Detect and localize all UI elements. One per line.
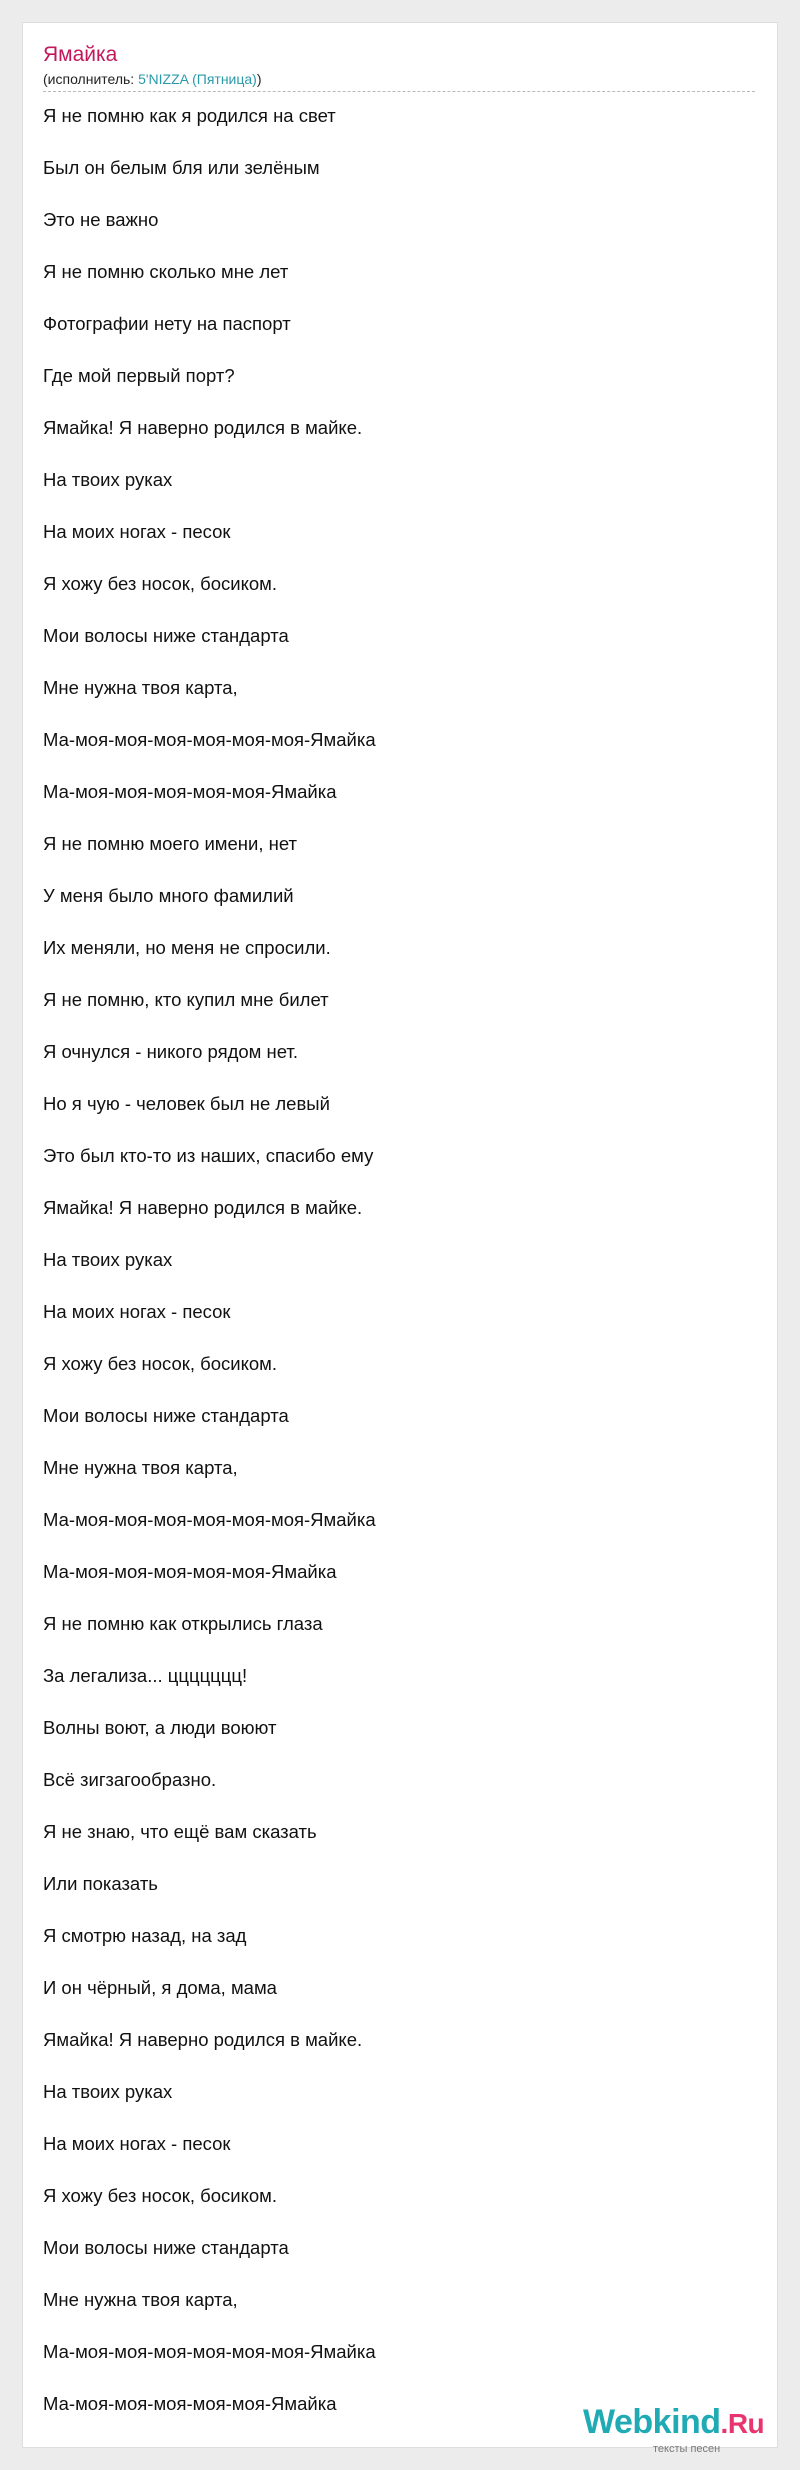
lyric-line: Это не важно xyxy=(43,209,159,230)
lyric-line: Всё зигзагообразно. xyxy=(43,1769,217,1790)
lyric-line: Ма-моя-моя-моя-моя-моя-Ямайка xyxy=(43,781,337,802)
lyric-line: Волны воют, а люди воюют xyxy=(43,1717,277,1738)
lyric-line: Мои волосы ниже стандарта xyxy=(43,1405,289,1426)
lyric-line: Ма-моя-моя-моя-моя-моя-моя-Ямайка xyxy=(43,2341,376,2362)
logo-tagline: тексты песен xyxy=(653,2443,721,2455)
lyric-line: Мне нужна твоя карта, xyxy=(43,677,238,698)
logo-tld: .Ru xyxy=(720,2408,765,2439)
lyric-line: Но я чую - человек был не левый xyxy=(43,1093,330,1114)
lyric-line: Ямайка! Я наверно родился в майке. xyxy=(43,1197,363,1218)
lyric-line: Я хожу без носок, босиком. xyxy=(43,573,278,594)
lyric-line: Фотографии нету на паспорт xyxy=(43,313,291,334)
lyric-line: Ма-моя-моя-моя-моя-моя-Ямайка xyxy=(43,1561,337,1582)
lyric-line: Я очнулся - никого рядом нет. xyxy=(43,1041,298,1062)
lyric-line: На твоих руках xyxy=(43,469,173,490)
lyric-line: Ма-моя-моя-моя-моя-моя-моя-Ямайка xyxy=(43,729,376,750)
lyric-line: Я не помню как я родился на свет xyxy=(43,105,336,126)
lyric-line: На твоих руках xyxy=(43,1249,173,1270)
lyric-line: На твоих руках xyxy=(43,2081,173,2102)
lyric-line: За легализа... ццццццц! xyxy=(43,1665,248,1686)
lyrics-list xyxy=(43,105,376,2445)
lyric-line: Мне нужна твоя карта, xyxy=(43,1457,238,1478)
lyric-line: Был он белым бля или зелёным xyxy=(43,157,320,178)
artist-line xyxy=(43,71,262,87)
lyric-line: Ма-моя-моя-моя-моя-моя-моя-Ямайка xyxy=(43,1509,376,1530)
lyric-line: Я смотрю назад, на зад xyxy=(43,1925,247,1946)
lyric-line: Я хожу без носок, босиком. xyxy=(43,2185,278,2206)
logo-wordmark xyxy=(583,2403,764,2442)
lyric-line: На моих ногах - песок xyxy=(43,1301,231,1322)
lyric-line: Я не помню сколько мне лет xyxy=(43,261,289,282)
lyric-line: На моих ногах - песок xyxy=(43,521,231,542)
lyric-line: Я не знаю, что ещё вам сказать xyxy=(43,1821,317,1842)
lyric-line: Я не помню, кто купил мне билет xyxy=(43,989,329,1010)
lyric-line: Ма-моя-моя-моя-моя-моя-Ямайка xyxy=(43,2393,337,2414)
lyric-line: Мои волосы ниже стандарта xyxy=(43,625,289,646)
lyric-line: Это был кто-то из наших, спасибо ему xyxy=(43,1145,374,1166)
title-divider xyxy=(43,91,755,92)
lyric-line: Я не помню моего имени, нет xyxy=(43,833,298,854)
lyric-line: Ямайка! Я наверно родился в майке. xyxy=(43,417,363,438)
lyric-line: У меня было много фамилий xyxy=(43,885,294,906)
lyric-line: Их меняли, но меня не спросили. xyxy=(43,937,331,958)
artist-prefix: (исполнитель: xyxy=(43,71,139,87)
lyric-line: Или показать xyxy=(43,1873,158,1894)
lyric-line: И он чёрный, я дома, мама xyxy=(43,1977,277,1998)
lyric-line: Я хожу без носок, босиком. xyxy=(43,1353,278,1374)
song-title: Ямайка xyxy=(43,43,118,66)
logo-name: Webkind xyxy=(583,2403,721,2441)
lyric-line: Где мой первый порт? xyxy=(43,365,235,386)
webkind-logo[interactable] xyxy=(583,2403,783,2453)
lyric-line: Я не помню как открылись глаза xyxy=(43,1613,323,1634)
lyric-line: Мне нужна твоя карта, xyxy=(43,2289,238,2310)
lyrics-card xyxy=(22,22,778,2455)
lyric-line: Мои волосы ниже стандарта xyxy=(43,2237,289,2258)
artist-suffix: ) xyxy=(256,71,262,87)
artist-link[interactable]: 5'NIZZA (Пятница) xyxy=(138,71,257,87)
lyric-line: Ямайка! Я наверно родился в майке. xyxy=(43,2029,363,2050)
lyric-line: На моих ногах - песок xyxy=(43,2133,231,2154)
